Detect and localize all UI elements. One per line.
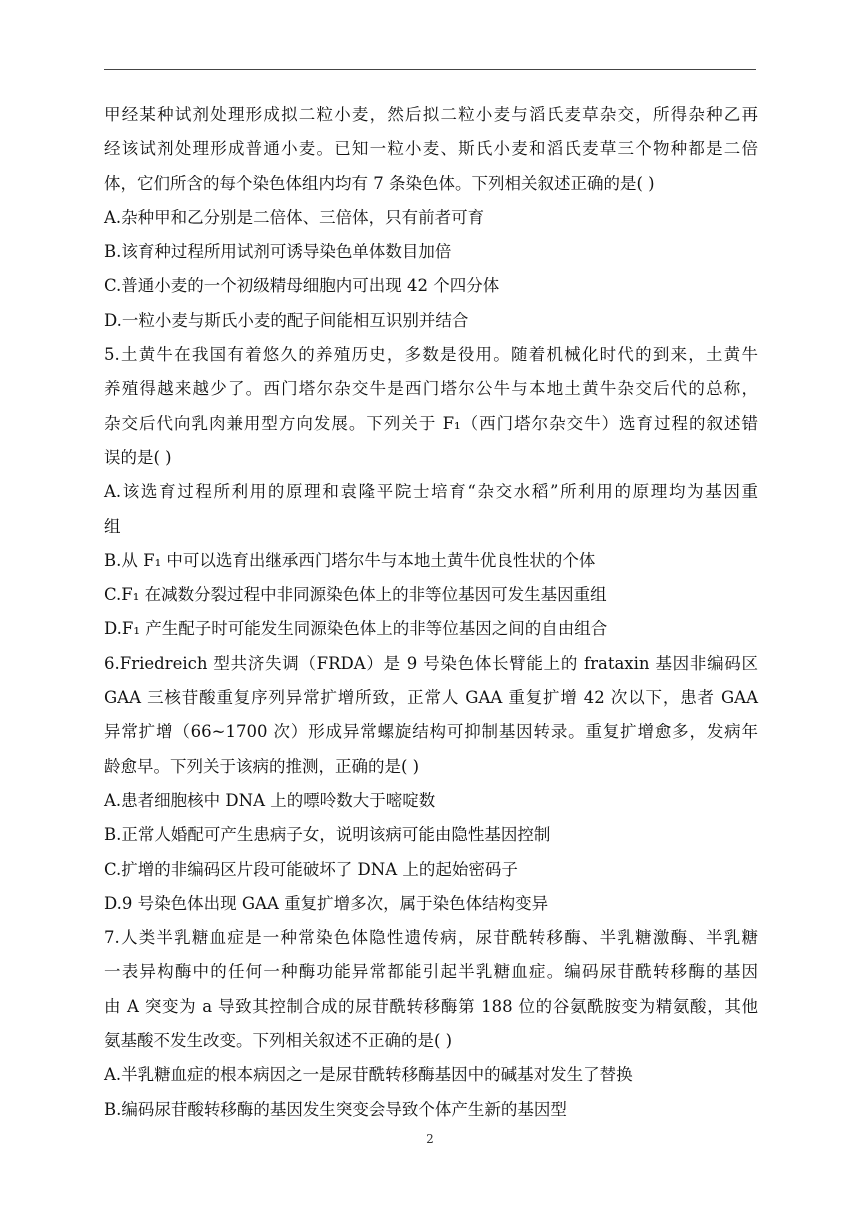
option-b: B.从 F₁ 中可以选育出继承西门塔尔牛与本地土黄牛优良性状的个体	[104, 550, 596, 570]
option-b: B.正常人婚配可产生患病子女，说明该病可能由隐性基因控制	[104, 825, 551, 845]
option-d: D.一粒小麦与斯氏小麦的配子间能相互识别并结合	[104, 310, 469, 330]
text-line: GAA 三核苷酸重复序列异常扩增所致，正常人 GAA 重复扩增 42 次以下，患者 GAA	[104, 688, 758, 708]
option-d: D.9 号染色体出现 GAA 重复扩增多次，属于染色体结构变异	[104, 893, 549, 913]
option-c: C.普通小麦的一个初级精母细胞内可出现 42 个四分体	[104, 276, 500, 296]
option-b: B.该育种过程所用试剂可诱导染色单体数目加倍	[104, 242, 452, 262]
option-c: C.F₁ 在减数分裂过程中非同源染色体上的非等位基因可发生基因重组	[104, 585, 607, 605]
text-line: 杂交后代向乳肉兼用型方向发展。下列关于 F₁（西门塔尔杂交牛）选育过程的叙述错	[104, 413, 758, 433]
header-rule	[104, 69, 756, 70]
option-c: C.扩增的非编码区片段可能破坏了 DNA 上的起始密码子	[104, 859, 518, 879]
text-line: 误的是( )	[104, 447, 172, 467]
option-d: D.F₁ 产生配子时可能发生同源染色体上的非等位基因之间的自由组合	[104, 619, 608, 639]
page-number: 2	[426, 1132, 434, 1146]
text-line: 由 A 突变为 a 导致其控制合成的尿苷酰转移酶第 188 位的谷氨酰胺变为精氨酸，其他	[104, 996, 758, 1016]
text-line: 异常扩增（66~1700 次）形成异常螺旋结构可抑制基因转录。重复扩增愈多，发病年	[104, 722, 758, 742]
question-5-stem: 5.土黄牛在我国有着悠久的养殖历史，多数是役用。随着机械化时代的到来，土黄牛	[104, 345, 758, 365]
text-line: 甲经某种试剂处理形成拟二粒小麦，然后拟二粒小麦与滔氏麦草杂交，所得杂种乙再	[104, 105, 758, 124]
text-line: 经该试剂处理形成普通小麦。已知一粒小麦、斯氏小麦和滔氏麦草三个物种都是二倍	[104, 139, 758, 159]
option-b: B.编码尿苷酸转移酶的基因发生突变会导致个体产生新的基因型	[104, 1099, 567, 1119]
text-line: 养殖得越来越少了。西门塔尔杂交牛是西门塔尔公牛与本地土黄牛杂交后代的总称，	[104, 379, 758, 399]
text-line: 组	[104, 516, 121, 536]
text-line: 体，它们所含的每个染色体组内均有 7 条染色体。下列相关叙述正确的是( )	[104, 173, 655, 193]
option-a: A.半乳糖血症的根本病因之一是尿苷酰转移酶基因中的碱基对发生了替换	[104, 1065, 633, 1085]
page-body	[104, 98, 758, 1127]
question-7-stem: 7.人类半乳糖血症是一种常染色体隐性遗传病，尿苷酰转移酶、半乳糖激酶、半乳糖	[104, 928, 758, 948]
option-a: A.杂种甲和乙分别是二倍体、三倍体，只有前者可育	[104, 207, 485, 227]
text-line: 龄愈早。下列关于该病的推测，正确的是( )	[104, 756, 420, 776]
text-line: 氨基酸不发生改变。下列相关叙述不正确的是( )	[104, 1031, 453, 1051]
question-6-stem: 6.Friedreich 型共济失调（FRDA）是 9 号染色体长臂能上的 frataxin 基因非编码区	[104, 653, 758, 673]
option-a: A.患者细胞核中 DNA 上的嘌呤数大于嘧啶数	[104, 790, 436, 810]
text-line: 一表异构酶中的任何一种酶功能异常都能引起半乳糖血症。编码尿苷酰转移酶的基因	[104, 962, 758, 982]
option-a: A.该选育过程所利用的原理和袁隆平院士培育“杂交水稻”所利用的原理均为基因重	[104, 482, 758, 502]
